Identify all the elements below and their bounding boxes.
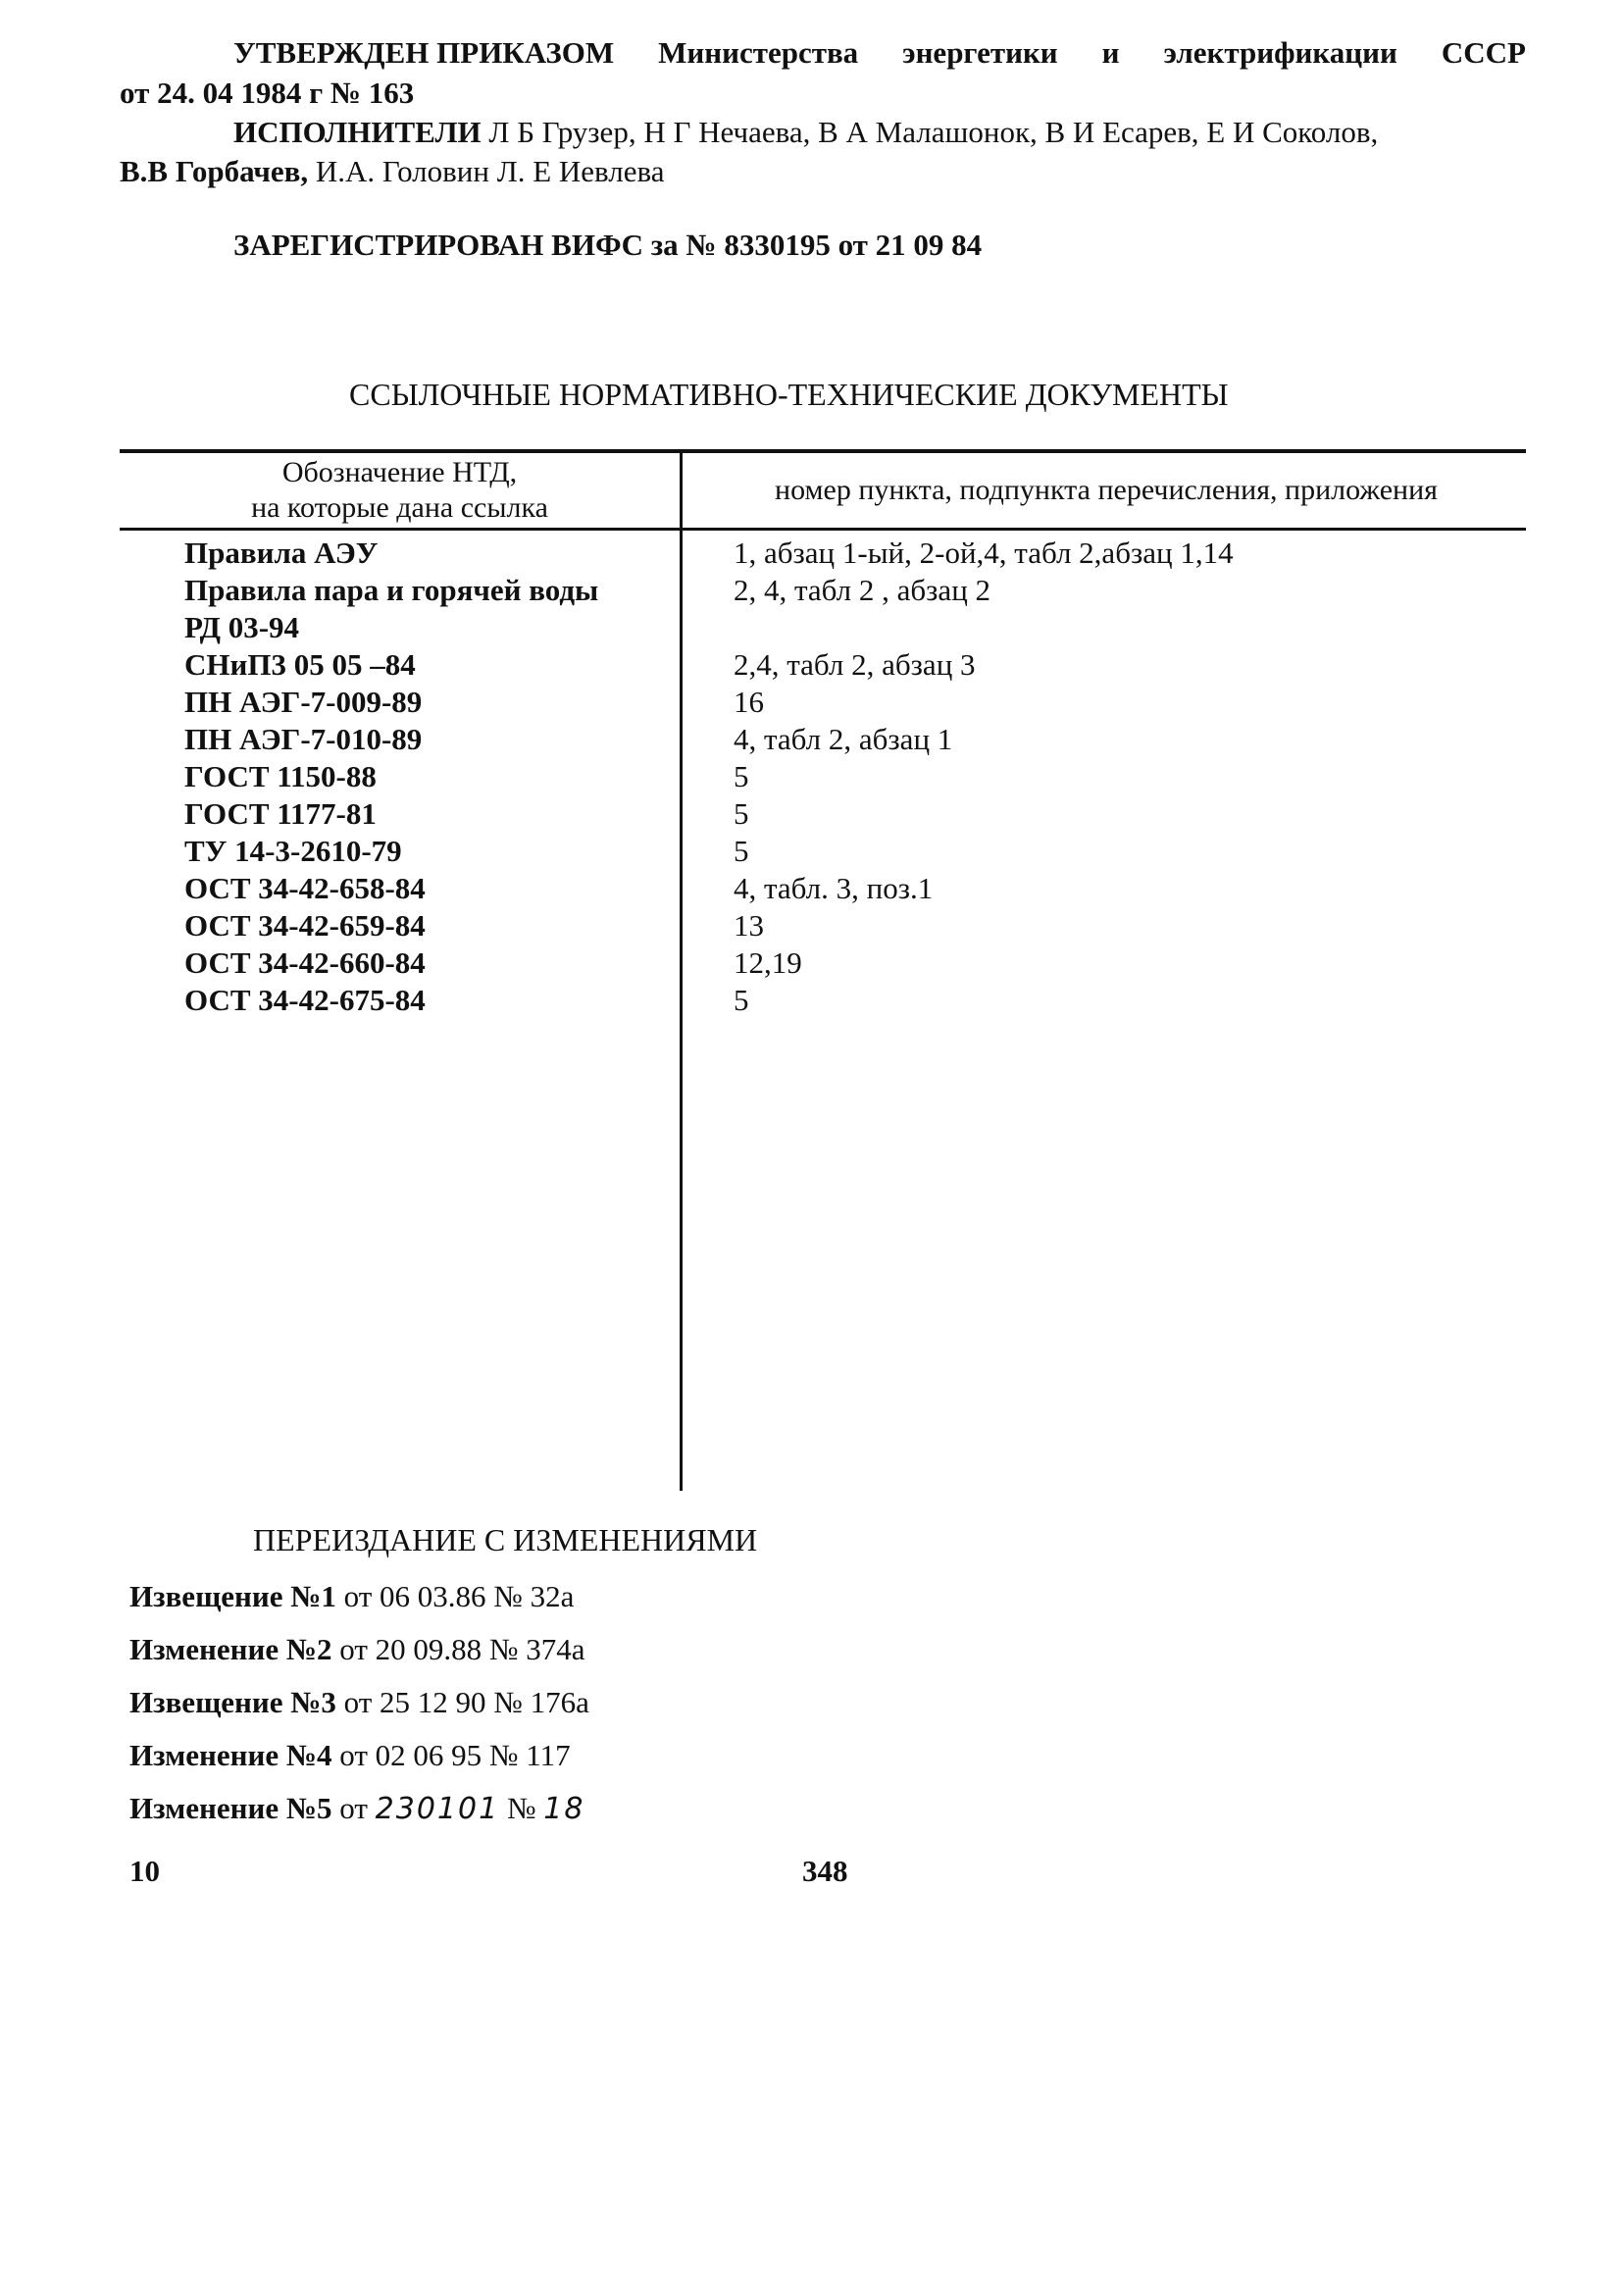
table-row-doc: ТУ 14-3-2610-79 (184, 834, 402, 868)
registered-line: ЗАРЕГИСТРИРОВАН ВИФС за № 8330195 от 21 09 84 (233, 228, 983, 262)
table-header-left-line2: на которые дана ссылка (251, 491, 548, 524)
table-row-doc: ГОСТ 1177-81 (184, 796, 377, 831)
table-row-ref: 1, абзац 1-ый, 2-ой,4, табл 2,абзац 1,14 (734, 536, 1234, 570)
table-top-rule (120, 449, 1526, 453)
reissue-item-label: Извещение №3 (129, 1685, 336, 1719)
table-row-doc: Правила АЭУ (184, 536, 379, 570)
reissue-item-text: от 25 12 90 № 176а (335, 1685, 589, 1719)
approved-word: энергетики (902, 35, 1058, 70)
table-row-doc: ПН АЭГ-7-010-89 (184, 722, 423, 756)
reissue-item (129, 1632, 585, 1667)
reissue-item-label: Изменение №5 (129, 1791, 332, 1825)
page-number: 348 (802, 1854, 848, 1888)
table-row-ref: 5 (734, 796, 749, 831)
table-row-doc: ОСТ 34-42-658-84 (184, 871, 426, 905)
executors-line-1 (233, 115, 1526, 150)
approved-word: СССР (1441, 35, 1526, 70)
approved-line (233, 35, 1526, 71)
executors-label: ИСПОЛНИТЕЛИ (233, 115, 482, 149)
reissue-item-text: от 06 03.86 № 32а (335, 1579, 575, 1613)
reissue-item-text: от 02 06 95 № 117 (331, 1738, 571, 1772)
reissue-item-text: от 20 09.88 № 374а (331, 1632, 585, 1666)
table-row-ref: 5 (734, 983, 749, 1017)
reissue-item-label: Изменение №4 (129, 1738, 332, 1772)
reissue-item-label: Извещение №1 (129, 1579, 336, 1613)
executors-names-bold: В.В Горбачев, (120, 154, 309, 188)
table-row-ref: 2, 4, табл 2 , абзац 2 (734, 573, 991, 607)
approved-word: и (1101, 35, 1120, 70)
table-header-left-line1: Обозначение НТД, (281, 456, 518, 488)
reissue-item (129, 1579, 574, 1614)
table-row-doc: ОСТ 34-42-660-84 (184, 945, 426, 980)
table-row-ref: 5 (734, 834, 749, 868)
reissue-title: ПЕРЕИЗДАНИЕ С ИЗМЕНЕНИЯМИ (253, 1522, 758, 1557)
approved-lead: УТВЕРЖДЕН ПРИКАЗОМ (233, 35, 615, 70)
executors-names: Л Б Грузер, Н Г Нечаева, В А Малашонок, В И Есарев, Е И Соколов, (488, 115, 1379, 149)
reissue-item (129, 1791, 584, 1827)
table-row-doc: РД 03-94 (184, 610, 300, 644)
table-row-doc: ОСТ 34-42-675-84 (184, 983, 426, 1017)
executors-line-2 (120, 154, 665, 189)
table-row-doc: Правила пара и горячей воды (184, 573, 599, 607)
approved-date: от 24. 04 1984 г № 163 (120, 76, 415, 110)
table-header-left (120, 455, 680, 526)
table-column-divider (680, 451, 683, 1491)
handwritten-date: 230101 (375, 1792, 500, 1826)
table-header-right: номер пункта, подпункта перечисления, приложения (775, 474, 1438, 506)
table-row-ref: 5 (734, 759, 749, 793)
table-row-doc: СНиП3 05 05 –84 (184, 647, 416, 682)
executors-names-rest: И.А. Головин Л. Е Иевлева (308, 154, 665, 188)
section-title: ССЫЛОЧНЫЕ НОРМАТИВНО-ТЕХНИЧЕСКИЕ ДОКУМЕНТЫ (349, 377, 1229, 412)
table-row-ref: 4, табл. 3, поз.1 (734, 871, 934, 905)
table-row-doc: ПН АЭГ-7-009-89 (184, 685, 423, 719)
table-header-rule (120, 528, 1526, 531)
approved-word: Министерства (658, 35, 859, 70)
table-row-ref: 2,4, табл 2, абзац 3 (734, 647, 976, 682)
footer-left-number: 10 (129, 1854, 160, 1888)
reissue-item (129, 1685, 589, 1720)
handwritten-number: 18 (543, 1792, 585, 1826)
reissue-item-text-2: № (499, 1791, 544, 1825)
reissue-item-label: Изменение №2 (129, 1632, 332, 1666)
table-row-doc: ГОСТ 1150-88 (184, 759, 377, 793)
table-row-ref: 12,19 (734, 945, 802, 980)
reissue-item-text: от (331, 1791, 376, 1825)
table-row-ref: 13 (734, 908, 764, 943)
table-row-ref: 4, табл 2, абзац 1 (734, 722, 953, 756)
table-row-ref: 16 (734, 685, 764, 719)
table-row-doc: ОСТ 34-42-659-84 (184, 908, 426, 943)
reissue-item (129, 1738, 571, 1773)
approved-word: электрификации (1163, 35, 1397, 70)
